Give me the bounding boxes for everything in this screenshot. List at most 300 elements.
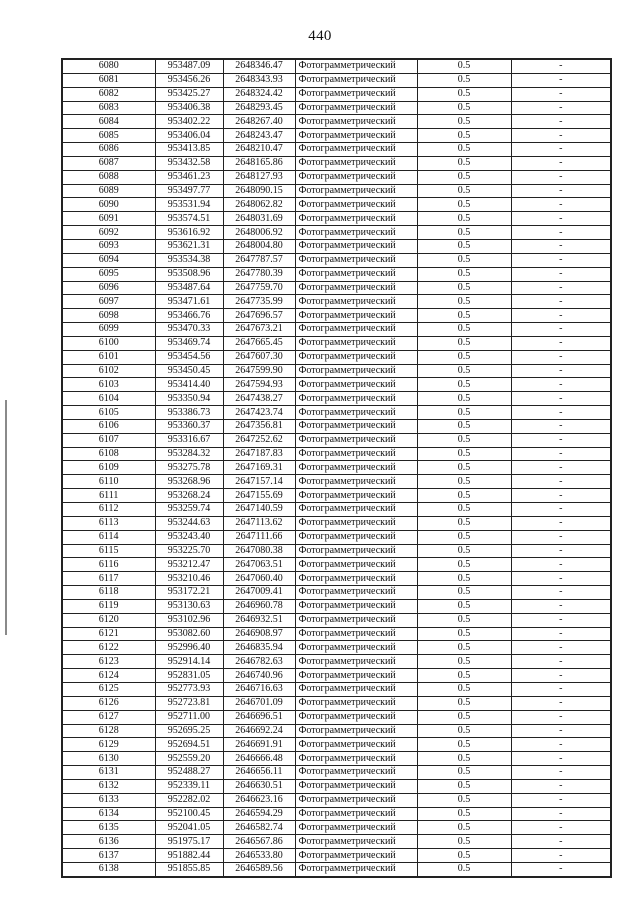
accuracy-cell: 0.5 (417, 59, 511, 73)
accuracy-cell: 0.5 (417, 226, 511, 240)
accuracy-cell: 0.5 (417, 710, 511, 724)
x-coordinate-cell: 952559.20 (155, 752, 223, 766)
y-coordinate-cell: 2647607.30 (223, 350, 295, 364)
point-number-cell: 6089 (62, 184, 155, 198)
note-cell: - (511, 447, 611, 461)
table-row (62, 461, 611, 475)
point-number-cell: 6130 (62, 752, 155, 766)
x-coordinate-cell: 953386.73 (155, 406, 223, 420)
method-cell: Фотограмметрический (295, 295, 417, 309)
point-number-cell: 6115 (62, 544, 155, 558)
accuracy-cell: 0.5 (417, 586, 511, 600)
method-cell: Фотограмметрический (295, 309, 417, 323)
accuracy-cell: 0.5 (417, 849, 511, 863)
point-number-cell: 6116 (62, 558, 155, 572)
y-coordinate-cell: 2646908.97 (223, 627, 295, 641)
accuracy-cell: 0.5 (417, 641, 511, 655)
x-coordinate-cell: 952914.14 (155, 655, 223, 669)
accuracy-cell: 0.5 (417, 461, 511, 475)
x-coordinate-cell: 953406.38 (155, 101, 223, 115)
method-cell: Фотограмметрический (295, 669, 417, 683)
method-cell: Фотограмметрический (295, 752, 417, 766)
table-row (62, 212, 611, 226)
accuracy-cell: 0.5 (417, 793, 511, 807)
method-cell: Фотограмметрический (295, 198, 417, 212)
y-coordinate-cell: 2647080.38 (223, 544, 295, 558)
accuracy-cell: 0.5 (417, 309, 511, 323)
y-coordinate-cell: 2648210.47 (223, 143, 295, 157)
method-cell: Фотограмметрический (295, 170, 417, 184)
x-coordinate-cell: 953225.70 (155, 544, 223, 558)
x-coordinate-cell: 952694.51 (155, 738, 223, 752)
table-row (62, 129, 611, 143)
point-number-cell: 6095 (62, 267, 155, 281)
method-cell: Фотограмметрический (295, 281, 417, 295)
method-cell: Фотограмметрический (295, 807, 417, 821)
table-row (62, 627, 611, 641)
y-coordinate-cell: 2646623.16 (223, 793, 295, 807)
x-coordinate-cell: 953243.40 (155, 530, 223, 544)
x-coordinate-cell: 953212.47 (155, 558, 223, 572)
table-row (62, 669, 611, 683)
table-row (62, 239, 611, 253)
x-coordinate-cell: 953414.40 (155, 378, 223, 392)
note-cell: - (511, 364, 611, 378)
note-cell: - (511, 281, 611, 295)
method-cell: Фотограмметрический (295, 115, 417, 129)
y-coordinate-cell: 2647252.62 (223, 433, 295, 447)
point-number-cell: 6096 (62, 281, 155, 295)
point-number-cell: 6138 (62, 862, 155, 876)
method-cell: Фотограмметрический (295, 655, 417, 669)
note-cell: - (511, 184, 611, 198)
table-row (62, 267, 611, 281)
method-cell: Фотограмметрический (295, 447, 417, 461)
x-coordinate-cell: 953275.78 (155, 461, 223, 475)
accuracy-cell: 0.5 (417, 862, 511, 876)
note-cell: - (511, 586, 611, 600)
note-cell: - (511, 239, 611, 253)
point-number-cell: 6113 (62, 516, 155, 530)
y-coordinate-cell: 2647157.14 (223, 475, 295, 489)
note-cell: - (511, 558, 611, 572)
y-coordinate-cell: 2647063.51 (223, 558, 295, 572)
y-coordinate-cell: 2646666.48 (223, 752, 295, 766)
method-cell: Фотограмметрический (295, 350, 417, 364)
x-coordinate-cell: 953471.61 (155, 295, 223, 309)
note-cell: - (511, 641, 611, 655)
accuracy-cell: 0.5 (417, 503, 511, 517)
y-coordinate-cell: 2646582.74 (223, 821, 295, 835)
table-row (62, 724, 611, 738)
y-coordinate-cell: 2646567.86 (223, 835, 295, 849)
y-coordinate-cell: 2648343.93 (223, 73, 295, 87)
point-number-cell: 6108 (62, 447, 155, 461)
method-cell: Фотограмметрический (295, 641, 417, 655)
x-coordinate-cell: 953425.27 (155, 87, 223, 101)
accuracy-cell: 0.5 (417, 530, 511, 544)
table-row (62, 281, 611, 295)
accuracy-cell: 0.5 (417, 101, 511, 115)
accuracy-cell: 0.5 (417, 447, 511, 461)
y-coordinate-cell: 2647594.93 (223, 378, 295, 392)
x-coordinate-cell: 953470.33 (155, 323, 223, 337)
table-row (62, 295, 611, 309)
point-number-cell: 6136 (62, 835, 155, 849)
method-cell: Фотограмметрический (295, 212, 417, 226)
method-cell: Фотограмметрический (295, 184, 417, 198)
table-row (62, 641, 611, 655)
x-coordinate-cell: 953082.60 (155, 627, 223, 641)
accuracy-cell: 0.5 (417, 724, 511, 738)
y-coordinate-cell: 2647155.69 (223, 489, 295, 503)
point-number-cell: 6132 (62, 779, 155, 793)
accuracy-cell: 0.5 (417, 572, 511, 586)
method-cell: Фотограмметрический (295, 489, 417, 503)
table-row (62, 253, 611, 267)
x-coordinate-cell: 951882.44 (155, 849, 223, 863)
accuracy-cell: 0.5 (417, 821, 511, 835)
method-cell: Фотограмметрический (295, 87, 417, 101)
y-coordinate-cell: 2647759.70 (223, 281, 295, 295)
method-cell: Фотограмметрический (295, 766, 417, 780)
point-number-cell: 6088 (62, 170, 155, 184)
method-cell: Фотограмметрический (295, 586, 417, 600)
y-coordinate-cell: 2646740.96 (223, 669, 295, 683)
table-row (62, 682, 611, 696)
table-row (62, 378, 611, 392)
note-cell: - (511, 835, 611, 849)
method-cell: Фотограмметрический (295, 323, 417, 337)
accuracy-cell: 0.5 (417, 87, 511, 101)
x-coordinate-cell: 953574.51 (155, 212, 223, 226)
accuracy-cell: 0.5 (417, 336, 511, 350)
accuracy-cell: 0.5 (417, 281, 511, 295)
x-coordinate-cell: 953454.56 (155, 350, 223, 364)
note-cell: - (511, 516, 611, 530)
note-cell: - (511, 461, 611, 475)
note-cell: - (511, 309, 611, 323)
method-cell: Фотограмметрический (295, 364, 417, 378)
note-cell: - (511, 572, 611, 586)
method-cell: Фотограмметрический (295, 835, 417, 849)
table-row (62, 406, 611, 420)
y-coordinate-cell: 2648127.93 (223, 170, 295, 184)
point-number-cell: 6092 (62, 226, 155, 240)
y-coordinate-cell: 2648031.69 (223, 212, 295, 226)
accuracy-cell: 0.5 (417, 558, 511, 572)
table-row (62, 793, 611, 807)
x-coordinate-cell: 953616.92 (155, 226, 223, 240)
y-coordinate-cell: 2647665.45 (223, 336, 295, 350)
method-cell: Фотограмметрический (295, 779, 417, 793)
point-number-cell: 6110 (62, 475, 155, 489)
accuracy-cell: 0.5 (417, 295, 511, 309)
point-number-cell: 6100 (62, 336, 155, 350)
accuracy-cell: 0.5 (417, 129, 511, 143)
point-number-cell: 6126 (62, 696, 155, 710)
table-row (62, 350, 611, 364)
x-coordinate-cell: 952282.02 (155, 793, 223, 807)
x-coordinate-cell: 953284.32 (155, 447, 223, 461)
point-number-cell: 6109 (62, 461, 155, 475)
y-coordinate-cell: 2647780.39 (223, 267, 295, 281)
page-number: 440 (308, 28, 332, 44)
table-row (62, 392, 611, 406)
table-row (62, 503, 611, 517)
table-row (62, 59, 611, 73)
accuracy-cell: 0.5 (417, 419, 511, 433)
x-coordinate-cell: 953172.21 (155, 586, 223, 600)
x-coordinate-cell: 953461.23 (155, 170, 223, 184)
y-coordinate-cell: 2646716.63 (223, 682, 295, 696)
note-cell: - (511, 530, 611, 544)
point-number-cell: 6102 (62, 364, 155, 378)
x-coordinate-cell: 952488.27 (155, 766, 223, 780)
accuracy-cell: 0.5 (417, 682, 511, 696)
note-cell: - (511, 655, 611, 669)
table-row (62, 586, 611, 600)
y-coordinate-cell: 2646692.24 (223, 724, 295, 738)
table-row (62, 544, 611, 558)
point-number-cell: 6087 (62, 156, 155, 170)
method-cell: Фотограмметрический (295, 226, 417, 240)
method-cell: Фотограмметрический (295, 378, 417, 392)
point-number-cell: 6124 (62, 669, 155, 683)
accuracy-cell: 0.5 (417, 212, 511, 226)
table-row (62, 599, 611, 613)
x-coordinate-cell: 953268.96 (155, 475, 223, 489)
method-cell: Фотограмметрический (295, 696, 417, 710)
y-coordinate-cell: 2646960.78 (223, 599, 295, 613)
point-number-cell: 6128 (62, 724, 155, 738)
note-cell: - (511, 87, 611, 101)
note-cell: - (511, 378, 611, 392)
note-cell: - (511, 156, 611, 170)
table-row (62, 226, 611, 240)
y-coordinate-cell: 2647599.90 (223, 364, 295, 378)
table-row (62, 849, 611, 863)
method-cell: Фотограмметрический (295, 724, 417, 738)
point-number-cell: 6103 (62, 378, 155, 392)
point-number-cell: 6114 (62, 530, 155, 544)
y-coordinate-cell: 2646835.94 (223, 641, 295, 655)
x-coordinate-cell: 953402.22 (155, 115, 223, 129)
method-cell: Фотограмметрический (295, 710, 417, 724)
point-number-cell: 6105 (62, 406, 155, 420)
table-row (62, 447, 611, 461)
y-coordinate-cell: 2647140.59 (223, 503, 295, 517)
table-row (62, 766, 611, 780)
accuracy-cell: 0.5 (417, 807, 511, 821)
accuracy-cell: 0.5 (417, 406, 511, 420)
point-number-cell: 6091 (62, 212, 155, 226)
point-number-cell: 6117 (62, 572, 155, 586)
method-cell: Фотограмметрический (295, 849, 417, 863)
method-cell: Фотограмметрический (295, 821, 417, 835)
method-cell: Фотограмметрический (295, 613, 417, 627)
method-cell: Фотограмметрический (295, 392, 417, 406)
y-coordinate-cell: 2648293.45 (223, 101, 295, 115)
y-coordinate-cell: 2646691.91 (223, 738, 295, 752)
table-row (62, 613, 611, 627)
x-coordinate-cell: 953210.46 (155, 572, 223, 586)
y-coordinate-cell: 2646932.51 (223, 613, 295, 627)
method-cell: Фотограмметрический (295, 627, 417, 641)
note-cell: - (511, 613, 611, 627)
table-row (62, 101, 611, 115)
method-cell: Фотограмметрический (295, 156, 417, 170)
x-coordinate-cell: 952339.11 (155, 779, 223, 793)
accuracy-cell: 0.5 (417, 655, 511, 669)
accuracy-cell: 0.5 (417, 669, 511, 683)
coordinates-table (61, 58, 612, 878)
table-row (62, 738, 611, 752)
table-row (62, 862, 611, 876)
table-row (62, 198, 611, 212)
y-coordinate-cell: 2647673.21 (223, 323, 295, 337)
point-number-cell: 6083 (62, 101, 155, 115)
y-coordinate-cell: 2647111.66 (223, 530, 295, 544)
table-row (62, 143, 611, 157)
method-cell: Фотограмметрический (295, 59, 417, 73)
y-coordinate-cell: 2647787.57 (223, 253, 295, 267)
note-cell: - (511, 226, 611, 240)
accuracy-cell: 0.5 (417, 323, 511, 337)
point-number-cell: 6137 (62, 849, 155, 863)
y-coordinate-cell: 2647438.27 (223, 392, 295, 406)
table-row (62, 516, 611, 530)
method-cell: Фотограмметрический (295, 406, 417, 420)
method-cell: Фотограмметрический (295, 475, 417, 489)
note-cell: - (511, 392, 611, 406)
note-cell: - (511, 101, 611, 115)
point-number-cell: 6086 (62, 143, 155, 157)
table-row (62, 489, 611, 503)
note-cell: - (511, 793, 611, 807)
method-cell: Фотограмметрический (295, 419, 417, 433)
x-coordinate-cell: 952711.00 (155, 710, 223, 724)
point-number-cell: 6134 (62, 807, 155, 821)
x-coordinate-cell: 953432.58 (155, 156, 223, 170)
note-cell: - (511, 669, 611, 683)
accuracy-cell: 0.5 (417, 364, 511, 378)
point-number-cell: 6097 (62, 295, 155, 309)
table-row (62, 309, 611, 323)
note-cell: - (511, 489, 611, 503)
x-coordinate-cell: 953487.09 (155, 59, 223, 73)
accuracy-cell: 0.5 (417, 170, 511, 184)
table-row (62, 572, 611, 586)
note-cell: - (511, 73, 611, 87)
note-cell: - (511, 849, 611, 863)
method-cell: Фотограмметрический (295, 73, 417, 87)
note-cell: - (511, 336, 611, 350)
y-coordinate-cell: 2648243.47 (223, 129, 295, 143)
table-row (62, 696, 611, 710)
table-row (62, 170, 611, 184)
table-row (62, 336, 611, 350)
table-row (62, 184, 611, 198)
table-body (62, 59, 611, 877)
method-cell: Фотограмметрический (295, 461, 417, 475)
y-coordinate-cell: 2646630.51 (223, 779, 295, 793)
y-coordinate-cell: 2647187.83 (223, 447, 295, 461)
point-number-cell: 6093 (62, 239, 155, 253)
table-row (62, 530, 611, 544)
point-number-cell: 6120 (62, 613, 155, 627)
y-coordinate-cell: 2647696.57 (223, 309, 295, 323)
point-number-cell: 6131 (62, 766, 155, 780)
x-coordinate-cell: 953316.67 (155, 433, 223, 447)
point-number-cell: 6121 (62, 627, 155, 641)
y-coordinate-cell: 2646533.80 (223, 849, 295, 863)
y-coordinate-cell: 2646696.51 (223, 710, 295, 724)
x-coordinate-cell: 953406.04 (155, 129, 223, 143)
note-cell: - (511, 862, 611, 876)
x-coordinate-cell: 953259.74 (155, 503, 223, 517)
y-coordinate-cell: 2646656.11 (223, 766, 295, 780)
accuracy-cell: 0.5 (417, 73, 511, 87)
table-row (62, 807, 611, 821)
method-cell: Фотограмметрический (295, 503, 417, 517)
x-coordinate-cell: 952831.05 (155, 669, 223, 683)
x-coordinate-cell: 953534.38 (155, 253, 223, 267)
table-row (62, 558, 611, 572)
y-coordinate-cell: 2646589.56 (223, 862, 295, 876)
point-number-cell: 6085 (62, 129, 155, 143)
x-coordinate-cell: 952041.05 (155, 821, 223, 835)
x-coordinate-cell: 952723.81 (155, 696, 223, 710)
method-cell: Фотограмметрический (295, 267, 417, 281)
table-row (62, 419, 611, 433)
method-cell: Фотограмметрический (295, 101, 417, 115)
note-cell: - (511, 212, 611, 226)
point-number-cell: 6094 (62, 253, 155, 267)
note-cell: - (511, 599, 611, 613)
accuracy-cell: 0.5 (417, 835, 511, 849)
accuracy-cell: 0.5 (417, 267, 511, 281)
table-row (62, 73, 611, 87)
note-cell: - (511, 752, 611, 766)
method-cell: Фотограмметрический (295, 239, 417, 253)
note-cell: - (511, 475, 611, 489)
note-cell: - (511, 627, 611, 641)
accuracy-cell: 0.5 (417, 475, 511, 489)
point-number-cell: 6112 (62, 503, 155, 517)
note-cell: - (511, 682, 611, 696)
accuracy-cell: 0.5 (417, 198, 511, 212)
note-cell: - (511, 419, 611, 433)
note-cell: - (511, 433, 611, 447)
x-coordinate-cell: 953487.64 (155, 281, 223, 295)
method-cell: Фотограмметрический (295, 544, 417, 558)
y-coordinate-cell: 2647060.40 (223, 572, 295, 586)
x-coordinate-cell: 953508.96 (155, 267, 223, 281)
method-cell: Фотограмметрический (295, 129, 417, 143)
scan-artifact-line (5, 400, 7, 635)
accuracy-cell: 0.5 (417, 239, 511, 253)
y-coordinate-cell: 2646594.29 (223, 807, 295, 821)
x-coordinate-cell: 953456.26 (155, 73, 223, 87)
y-coordinate-cell: 2648006.92 (223, 226, 295, 240)
accuracy-cell: 0.5 (417, 115, 511, 129)
accuracy-cell: 0.5 (417, 752, 511, 766)
note-cell: - (511, 323, 611, 337)
table-row (62, 821, 611, 835)
accuracy-cell: 0.5 (417, 143, 511, 157)
note-cell: - (511, 779, 611, 793)
